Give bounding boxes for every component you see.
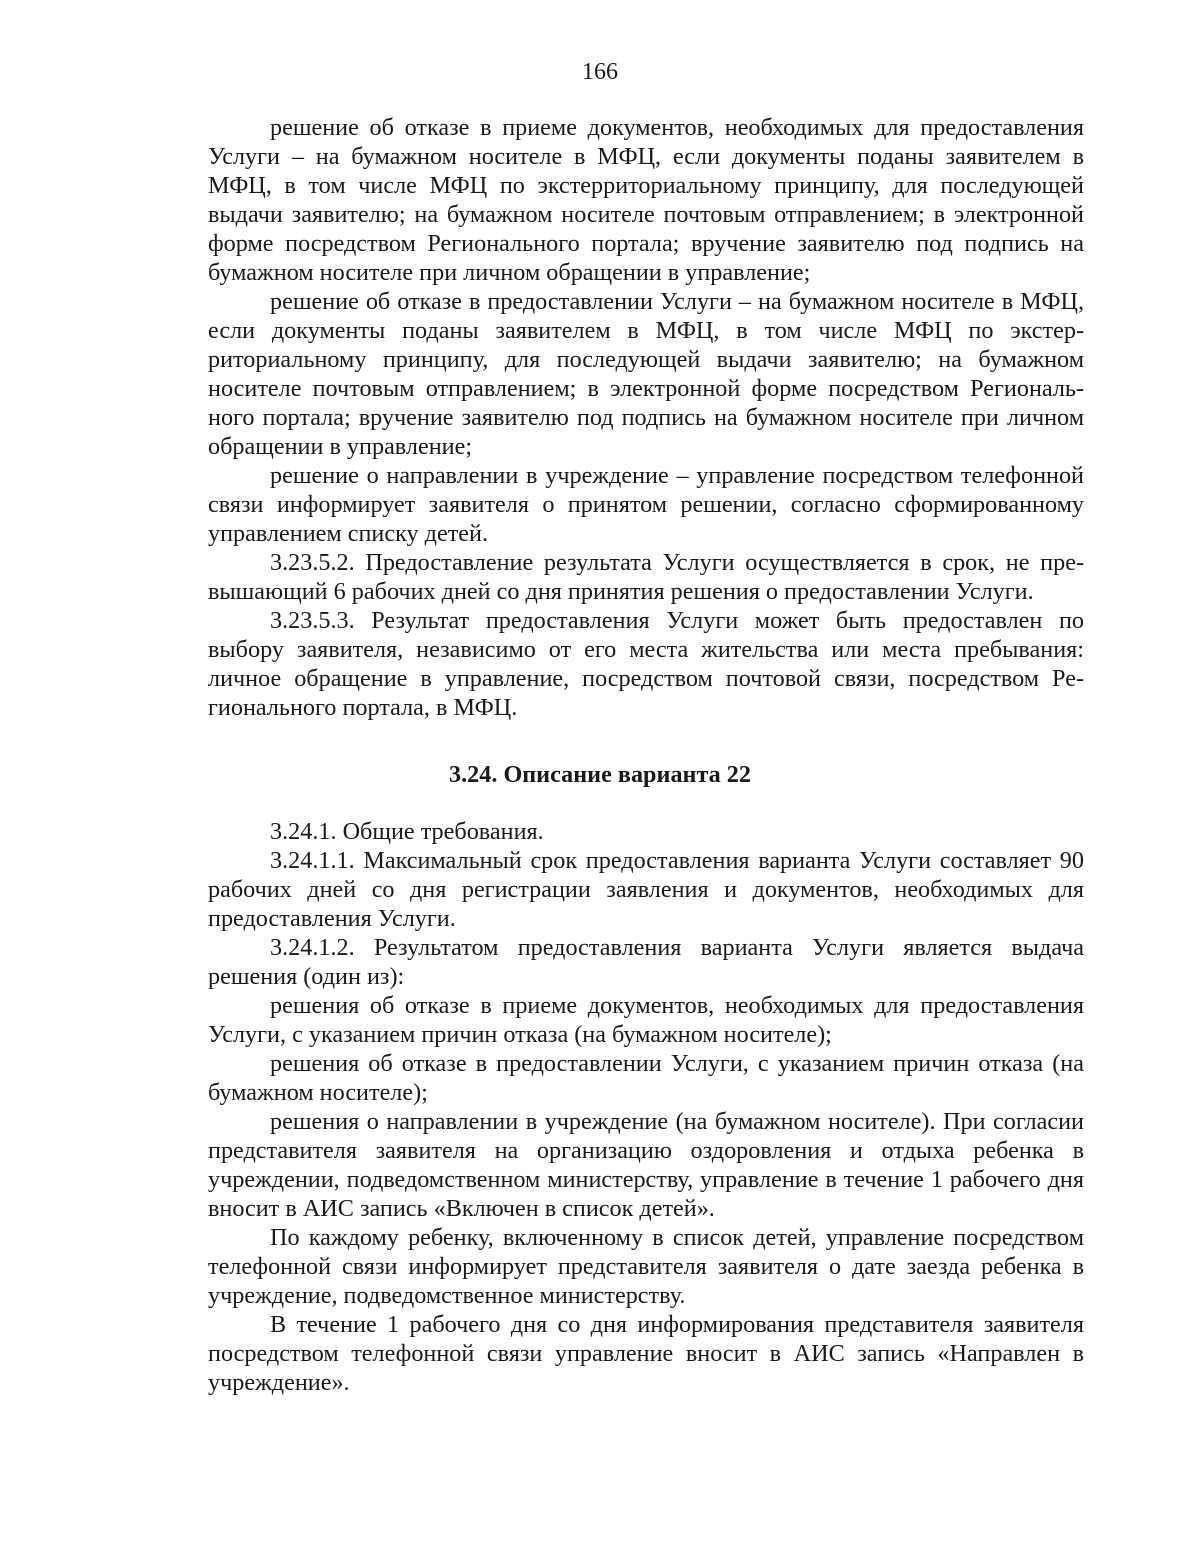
paragraph-3-24-1-2: 3.24.1.2. Результатом предоставления варианта Услуги является выдача решения (один из): [208,934,1084,990]
top-text-block [208,113,1084,722]
paragraph-referral-decision: решение о направлении в учреждение – управление посредством телефонной связи информирует заявителя о принятом решении, согласно сформированному управлением списку детей. [208,462,1084,547]
paragraph-child-notification: По каждому ребенку, включенному в список детей, управление посредством телефонной связи информирует представителя заявителя о дате заезда ребенка в учреждение, подведомственное министерству. [208,1224,1084,1309]
paragraph-3-23-5-3: 3.23.5.3. Результат предоставления Услуги может быть предоставлен по выбору заявителя, независимо от его места жительства или места пребывания: личное обращение в управление, посредством почтовой связи, посредством Регионального портала, в МФЦ. [208,607,1084,721]
page-number: 166 [582,59,618,85]
paragraph-3-24-1: 3.24.1. Общие требования. [270,818,544,845]
bottom-text-block [208,817,1084,1397]
paragraph-decision-refusal-documents: решения об отказе в приеме документов, необходимых для предоставления Услуги, с указанием причин отказа (на бумажном носителе); [208,992,1084,1048]
paragraph-decision-refusal-service: решения об отказе в предоставлении Услуги, с указанием причин отказа (на бумажном носителе); [208,1050,1084,1106]
paragraph-3-24-1-1: 3.24.1.1. Максимальный срок предоставления варианта Услуги составляет 90 рабочих дней со дня регистрации заявления и документов, необходимых для предоставления Услуги. [208,847,1084,932]
section-heading: 3.24. Описание варианта 22 [449,761,751,788]
paragraph-refusal-service: решение об отказе в предоставлении Услуги – на бумажном носителе в МФЦ, если документы поданы заявителем в МФЦ, в том числе МФЦ по экстерриториальному принципу, для последующей выдачи заявителю; на бумажном носителе почтовым отправлением; в электронной форме посредством Регионального портала; вручение заявителю под подпись на бумажном носителе при личном обращении в управление; [208,288,1084,460]
paragraph-decision-referral: решения о направлении в учреждение (на бумажном носителе). При согласии представителя заявителя на организацию оздоровления и отдыха ребенка в учреждении, подведомственном министерству, управление в течение 1 рабочего дня вносит в АИС запись «Включен в список детей». [208,1108,1084,1222]
paragraph-refusal-documents: решение об отказе в приеме документов, необходимых для предоставления Услуги – на бумажном носителе в МФЦ, если документы поданы заявителем в МФЦ, в том числе МФЦ по экстерриториальному принципу, для последующей выдачи заявителю; на бумажном носителе почтовым отправлением; в электронной форме посредством Регионального портала; вручение заявителю под подпись на бумажном носителе при личном обращении в управление; [208,114,1084,286]
paragraph-ais-record: В течение 1 рабочего дня со дня информирования представителя заявителя посредством телефонной связи управление вносит в АИС запись «Направлен в учреждение». [208,1311,1084,1396]
paragraph-3-23-5-2: 3.23.5.2. Предоставление результата Услуги осуществляется в срок, не превышающий 6 рабочих дней со дня принятия решения о предоставлении Услуги. [208,549,1084,605]
